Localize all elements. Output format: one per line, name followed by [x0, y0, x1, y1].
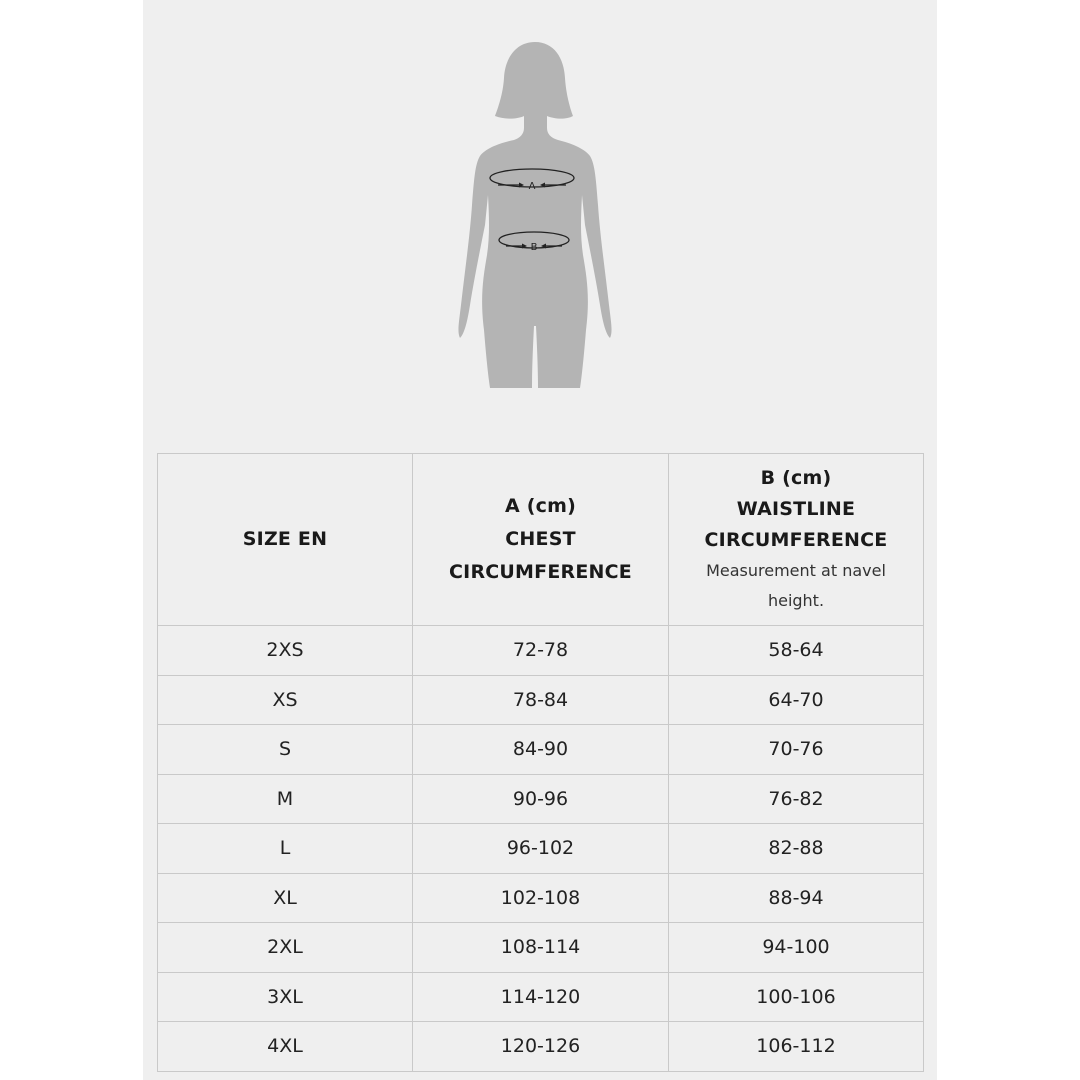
header-size-label: SIZE EN [242, 528, 328, 550]
table-row [158, 972, 924, 1022]
size-chart-table [157, 453, 924, 1072]
marker-a-label: A [528, 181, 536, 192]
header-waist-title-2: CIRCUMFERENCE [704, 529, 888, 551]
waist-cell: 94-100 [669, 923, 924, 973]
waist-cell: 106-112 [669, 1022, 924, 1072]
head-shape [495, 42, 573, 142]
chest-cell: 102-108 [413, 873, 669, 923]
chest-cell: 84-90 [413, 725, 669, 775]
header-chest-title-2: CIRCUMFERENCE [449, 561, 632, 583]
table-row [158, 725, 924, 775]
waist-cell: 76-82 [669, 774, 924, 824]
chest-cell: 114-120 [413, 972, 669, 1022]
chest-cell: 96-102 [413, 824, 669, 874]
size-cell: M [158, 774, 413, 824]
waist-cell: 64-70 [669, 675, 924, 725]
table-row [158, 675, 924, 725]
waist-cell: 82-88 [669, 824, 924, 874]
table-row [158, 626, 924, 676]
waist-cell: 58-64 [669, 626, 924, 676]
header-waist-title-1: WAISTLINE [736, 498, 856, 520]
chest-cell: 78-84 [413, 675, 669, 725]
waist-cell: 70-76 [669, 725, 924, 775]
header-waist-unit: B (cm) [760, 467, 832, 489]
size-cell: L [158, 824, 413, 874]
torso-shape [458, 140, 611, 388]
size-cell: S [158, 725, 413, 775]
waist-cell: 88-94 [669, 873, 924, 923]
marker-b-label: B [530, 242, 538, 253]
chest-cell: 72-78 [413, 626, 669, 676]
chest-cell: 90-96 [413, 774, 669, 824]
table-row [158, 824, 924, 874]
size-cell: 2XS [158, 626, 413, 676]
header-waist-note: Measurement at navel height. [706, 561, 886, 610]
table-row [158, 873, 924, 923]
header-waist [669, 454, 924, 626]
chest-cell: 120-126 [413, 1022, 669, 1072]
size-cell: XS [158, 675, 413, 725]
body-silhouette-illustration [440, 30, 630, 395]
size-cell: 2XL [158, 923, 413, 973]
size-cell: 3XL [158, 972, 413, 1022]
table-header-row [158, 454, 924, 626]
size-cell: XL [158, 873, 413, 923]
header-chest-unit: A (cm) [505, 495, 576, 517]
size-cell: 4XL [158, 1022, 413, 1072]
header-size [158, 454, 413, 626]
header-chest-title-1: CHEST [505, 528, 576, 550]
waist-cell: 100-106 [669, 972, 924, 1022]
header-chest [413, 454, 669, 626]
body-silhouette-svg [440, 30, 630, 395]
chest-cell: 108-114 [413, 923, 669, 973]
table-row [158, 774, 924, 824]
table-row [158, 923, 924, 973]
table-row [158, 1022, 924, 1072]
